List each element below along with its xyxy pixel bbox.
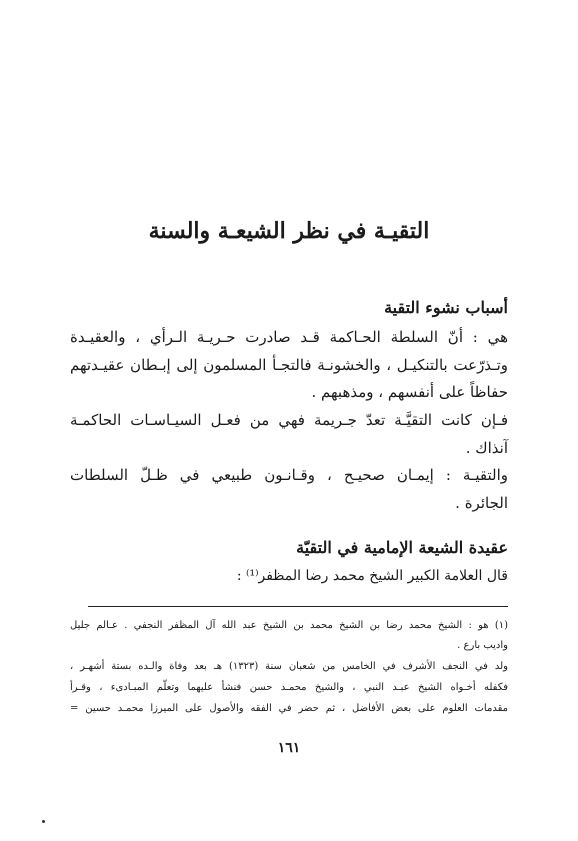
body-line: هي : أنّ السلطة الحـاكمة قـد صادرت حـريـة الـرأي ، والعقيـدة — [70, 328, 508, 346]
footnote-line: واديب بارع . — [457, 640, 508, 651]
page-title: التقيـة في نظر الشيعـة والسنة — [148, 218, 430, 244]
body-line: فـإن كانت التقيَّـة تعدّ جـريمة فهي من فعـل السيـاسـات الحاكمـة — [70, 411, 508, 429]
body-line: الجائرة . — [455, 494, 508, 512]
body-line: حفاظاً على أنفسهم ، ومذهبهم . — [311, 383, 508, 401]
scan-speck — [42, 820, 45, 823]
body-line: والتقيـة : إيمـان صحيـح ، وقـانـون طبيعي في ظـلّ السلطات — [70, 466, 508, 484]
footnote-line: (١) هو : الشيخ محمد رضا بن الشيخ محمد بن الشيخ عبد الله آل المظفر النجفي . عـالم جليل — [70, 620, 508, 631]
footnote-line: مقدمات العلوم على بعض الأفاضل ، ثم حضر في الفقه والأصول على الميرزا محمـد حسين = — [70, 703, 508, 714]
section-heading-imami-belief: عقيدة الشيعة الإمامية في التقيّة — [296, 538, 508, 557]
footnote-line: فكفله أخـواه الشيخ عبـد النبي ، والشيخ محمـد حسن فنشأ عليهما وتعلّم المبـادىء ، وقـرأ — [70, 682, 508, 693]
body-line: آنذاك . — [465, 439, 508, 457]
footnote-divider — [88, 606, 508, 607]
footnote-line: ولد في النجف الأشرف في الخامس من شعبان سنة (١٣٢٣) هـ بعد وفاة والـده بستة أشهـر ، — [70, 661, 508, 672]
quote-intro: قال العلامة الكبير الشيخ محمد رضا المظفر⁽¹⁾ : — [236, 568, 508, 584]
page-number: ١٦١ — [277, 740, 301, 756]
body-line: وتـذرّعت بالتنكيـل ، والخشونـة فالتجـأ المسلمون إلى إبـطان عقيـدتهم — [70, 356, 508, 374]
section-heading-causes: أسباب نشوء التقية — [384, 298, 508, 317]
